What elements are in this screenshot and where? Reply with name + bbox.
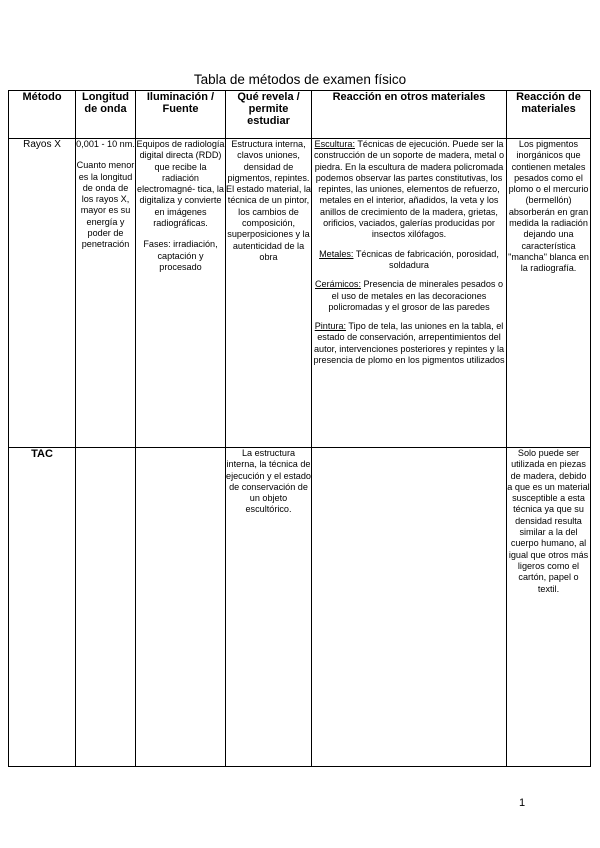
methods-table	[8, 90, 591, 767]
wavelength-range: 0,001 - 10 nm.	[76, 139, 135, 149]
header-other-materials: Reacción en otros materiales	[312, 91, 507, 139]
header-method: Método	[9, 91, 76, 139]
material-text: Presencia de minerales pesados o el uso de metales en las decoraciones policromadas y el grosor de las paredes	[328, 279, 504, 312]
cell-materials-reaction: Solo puede ser utilizada en piezas de madera, debido a que es un material susceptible a esta técnica ya que su densidad resulta similar a la del cuerpo humano, al igual que otros más ligeros como el cartón, papel o textil.	[507, 448, 591, 767]
cell-illumination	[136, 139, 226, 448]
wavelength-note: Cuanto menor es la longitud de onda de los rayos X, mayor es su energía y poder de penetración	[76, 160, 135, 250]
cell-wavelength	[76, 139, 136, 448]
header-reveals: Qué revela / permite estudiar	[226, 91, 312, 139]
header-materials-reaction: Reacción de materiales	[507, 91, 591, 139]
material-text: Tipo de tela, las uniones en la tabla, el estado de conservación, arrepentimientos del autor, intervenciones posteriores y repintes y la presencia de plomo en los pigmentos utilizados	[313, 321, 505, 366]
cell-illumination	[136, 448, 226, 767]
material-sculpture	[312, 139, 506, 241]
material-text: Técnicas de ejecución. Puede ser la construcción de un soporte de madera, metal o piedra. En la escultura de madera policromada podemos observar las partes constitutivas, los repintes, las uniones, elementos de refuerzo, metales en el interior, añadidos, la veta y los anillos de crecimiento de la madera, grietas, orificios, vaciados, galerías producidas por insectos xilófagos.	[313, 139, 505, 240]
cell-reveals: La estructura interna, la técnica de ejecución y el estado de conservación de un objeto escultórico.	[226, 448, 312, 767]
cell-wavelength	[76, 448, 136, 767]
material-metals	[312, 249, 506, 272]
cell-method: Rayos X	[9, 139, 76, 448]
material-text: Técnicas de fabricación, porosidad, soldadura	[353, 248, 499, 270]
material-ceramics	[312, 279, 506, 313]
table-row	[9, 139, 591, 448]
table-header-row	[9, 91, 591, 139]
material-label: Metales:	[319, 248, 354, 259]
cell-method: TAC	[9, 448, 76, 767]
page-number: 1	[519, 797, 526, 809]
material-label: Cerámicos:	[314, 279, 361, 290]
cell-reveals: Estructura interna, clavos uniones, densidad de pigmentos, repintes. El estado material, la técnica de un pintor, los cambios de composición, superposiciones y la autenticidad de la obra	[226, 139, 312, 448]
document-title: Tabla de métodos de examen físico	[193, 72, 407, 87]
cell-other-materials	[312, 139, 507, 448]
cell-materials-reaction: Los pigmentos inorgánicos que contienen metales pesados como el plomo o el mercurio (bermellón) absorberán en gran medida la radiación dejando una característica "mancha" blanca en la radiografía.	[507, 139, 591, 448]
material-label: Pintura:	[314, 321, 347, 332]
cell-other-materials	[312, 448, 507, 767]
illumination-equipment: Equipos de radiología digital directa (RDD) que recibe la radiación electromagné- tica, la digitaliza y convierte en imágenes radiográficas.	[136, 139, 225, 229]
header-illumination: Iluminación / Fuente	[136, 91, 226, 139]
header-wavelength: Longitud de onda	[76, 91, 136, 139]
material-label: Escultura:	[314, 139, 355, 149]
material-painting	[312, 321, 506, 366]
table-row	[9, 448, 591, 767]
illumination-phases: Fases: irradiación, captación y procesado	[143, 239, 218, 272]
